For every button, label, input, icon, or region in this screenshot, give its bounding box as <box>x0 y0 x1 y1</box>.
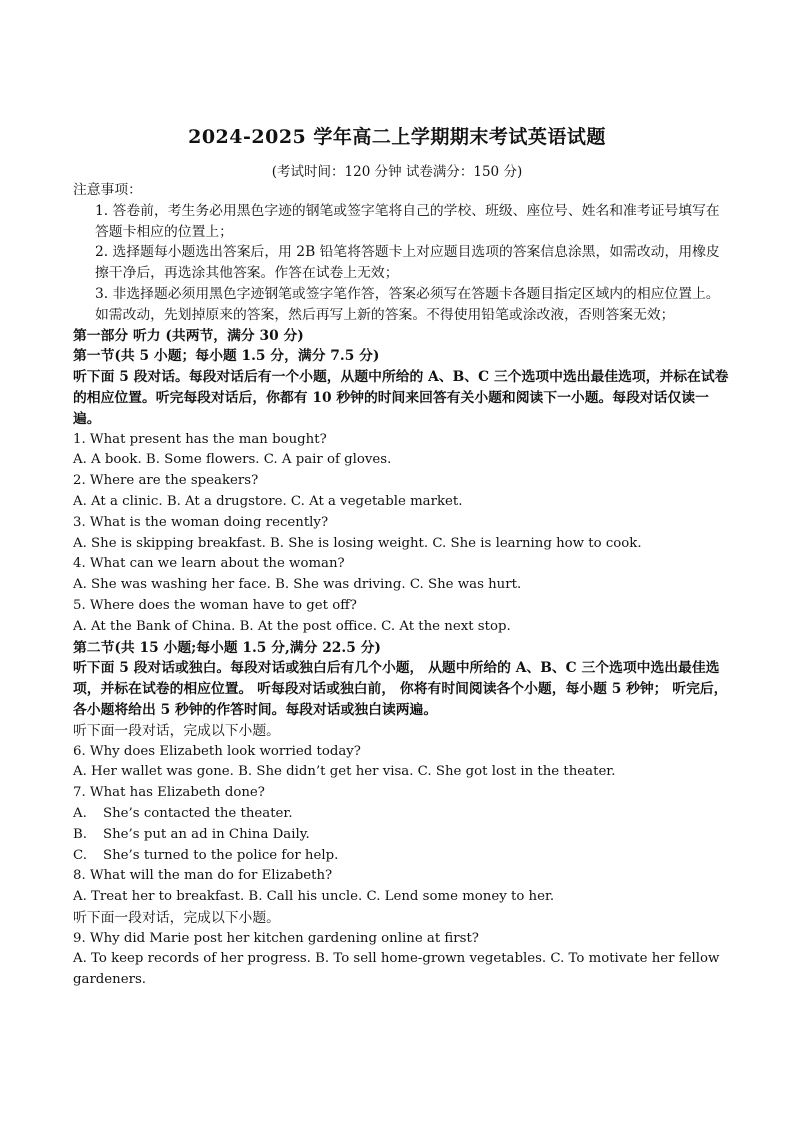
question-8-options: A. Treat her to breakfast. B. Call his uncle. C. Lend some money to her. <box>73 889 555 905</box>
notice-item: 3. 非选择题必须用黑色字迹钢笔或签字笔作答，答案必须写在答题卡各题目指定区域内的相应位置上。如需改动，先划掉原来的答案，然后再写上新的答案。不得使用铅笔或涂改液，否则答案无效； <box>95 285 720 323</box>
dialog-intro: 听下面一段对话，完成以下小题。 <box>73 909 280 926</box>
notice-item: 1. 答卷前，考生务必用黑色字迹的钢笔或签字笔将自己的学校、班级、座位号、姓名和准考证号填写在答题卡相应的位置上； <box>95 202 720 240</box>
section-one-heading: 第一节(共 5 小题；每小题 1.5 分，满分 7.5 分) <box>73 348 380 365</box>
option-label: C. <box>73 847 87 863</box>
question-7-option-c <box>73 846 729 867</box>
question-3: 3. What is the woman doing recently? <box>73 514 329 530</box>
question-9-options-continued: gardeners. <box>73 972 147 988</box>
notice-heading: 注意事项： <box>73 182 142 198</box>
part-one-heading: 第一部分 听力 (共两节，满分 30 分) <box>73 327 304 344</box>
option-text: She’s turned to the police for help. <box>103 847 339 863</box>
option-label: A. <box>73 805 87 821</box>
question-6-options: A. Her wallet was gone. B. She didn’t get her visa. C. She got lost in the theater. <box>73 764 616 780</box>
question-2-options: A. At a clinic. B. At a drugstore. C. At a vegetable market. <box>73 493 463 509</box>
option-label: B. <box>73 826 87 842</box>
section-two-heading: 第二节(共 15 小题;每小题 1.5 分,满分 22.5 分) <box>73 639 381 656</box>
question-2: 2. Where are the speakers? <box>73 473 259 489</box>
question-4: 4. What can we learn about the woman? <box>73 556 345 572</box>
notice-item: 2. 选择题每小题选出答案后，用 2B 铅笔将答题卡上对应题目选项的答案信息涂黑，如需改动，用橡皮擦干净后，再选涂其他答案。作答在试卷上无效； <box>95 244 720 282</box>
question-7-option-b <box>73 825 729 846</box>
option-text: She’s contacted the theater. <box>103 805 293 821</box>
question-1-options: A. A book. B. Some flowers. C. A pair of gloves. <box>73 452 392 468</box>
question-6: 6. Why does Elizabeth look worried today? <box>73 743 361 759</box>
question-3-options: A. She is skipping breakfast. B. She is losing weight. C. She is learning how to cook. <box>73 535 642 551</box>
exam-info: (考试时间：120 分钟 试卷满分：150 分) <box>271 164 523 180</box>
question-9: 9. Why did Marie post her kitchen gardening online at first? <box>73 930 479 946</box>
option-text: She’s put an ad in China Daily. <box>103 826 310 842</box>
question-8: 8. What will the man do for Elizabeth? <box>73 868 333 884</box>
page-title: 2024-2025 学年高二上学期期末考试英语试题 <box>188 126 606 148</box>
question-4-options: A. She was washing her face. B. She was driving. C. She was hurt. <box>73 577 522 593</box>
question-7: 7. What has Elizabeth done? <box>73 785 265 801</box>
question-1: 1. What present has the man bought? <box>73 431 327 447</box>
exam-body <box>73 180 729 991</box>
question-5: 5. Where does the woman have to get off? <box>73 597 357 613</box>
section-two-instructions: 听下面 5 段对话或独白。每段对话或独白后有几个小题， 从题中所给的 A、B、C 三个选项中选出最佳选项，并标在试卷的相应位置。 听每段对话或独白前， 你将有时间阅读各个小题，每小题 5 秒钟； 听完后，各小题将给出 5 秒钟的作答时间。每段对话或独白读两遍。 <box>73 660 728 718</box>
question-7-option-a <box>73 804 729 825</box>
dialog-intro: 听下面一段对话，完成以下小题。 <box>73 722 280 739</box>
question-5-options: A. At the Bank of China. B. At the post office. C. At the next stop. <box>73 618 511 634</box>
section-one-instructions: 听下面 5 段对话。每段对话后有一个小题，从题中所给的 A、B、C 三个选项中选出最佳选项，并标在试卷的相应位置。听完每段对话后，你都有 10 秒钟的时间来回答有关小题和阅读下一小题。每段对话仅读一遍。 <box>73 369 729 427</box>
question-9-options: A. To keep records of her progress. B. To sell home-grown vegetables. C. To motivate her fellow <box>73 951 720 967</box>
